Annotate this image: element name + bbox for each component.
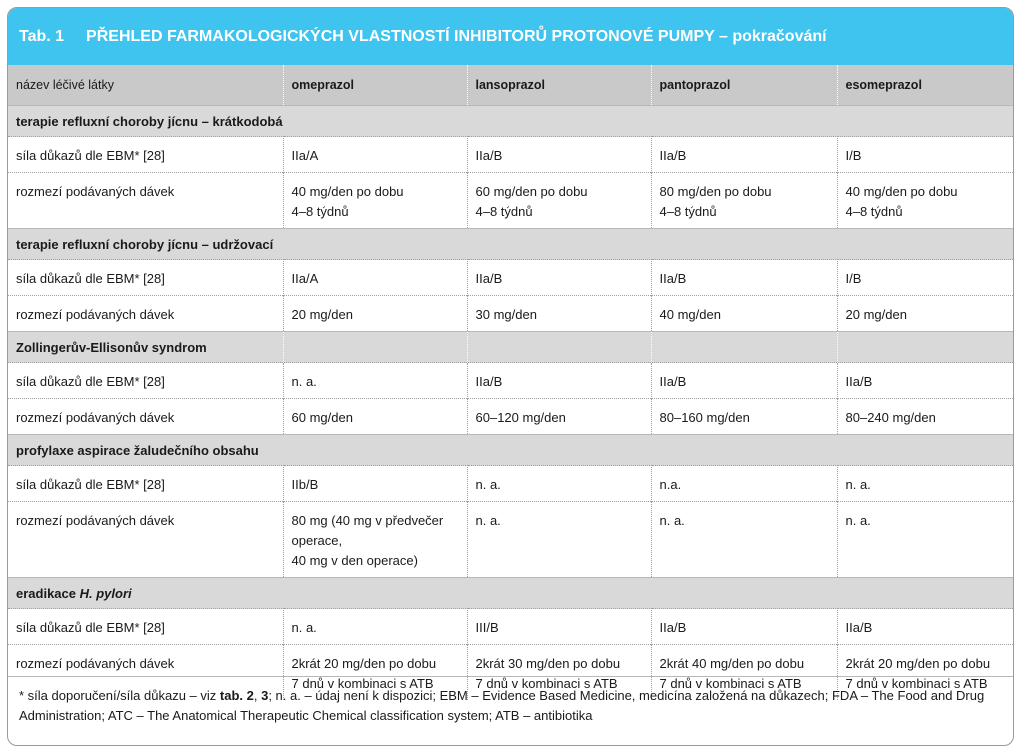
cell-line: 2krát 20 mg/den po dobu (845, 656, 991, 671)
cell-line: 4–8 týdnů (291, 204, 349, 219)
cell-line: IIa/B (475, 271, 503, 286)
row-label: rozmezí podávaných dávek (8, 296, 283, 332)
section-cell (837, 332, 1013, 363)
cell-line: 20 mg/den (845, 307, 907, 322)
table-cell (837, 466, 1013, 502)
row-label: síla důkazů dle EBM* [28] (8, 609, 283, 645)
section-heading-text: eradikace (16, 585, 80, 601)
footnote-ref: tab. 2 (219, 688, 254, 703)
table-cell (283, 502, 467, 578)
cell-line: 80–240 mg/den (845, 410, 936, 425)
cell-line: 40 mg v den operace) (291, 553, 418, 568)
cell-line: 60 mg/den (291, 410, 353, 425)
cell-line: IIa/B (475, 374, 503, 389)
cell-line: n. a. (291, 620, 317, 635)
table-cell (651, 173, 837, 229)
table-cell (651, 296, 837, 332)
table-cell (651, 260, 837, 296)
cell-line: 60–120 mg/den (475, 410, 566, 425)
cell-line: 20 mg/den (291, 307, 353, 322)
section-cell (283, 332, 467, 363)
table-cell (283, 466, 467, 502)
table-frame (7, 7, 1014, 746)
table-cell (283, 296, 467, 332)
cell-line: n. a. (475, 477, 501, 492)
table-cell (651, 502, 837, 578)
table-row (8, 296, 1013, 332)
cell-line: operace, (291, 533, 343, 548)
table-body (8, 106, 1013, 701)
cell-line: 40 mg/den po dobu (845, 184, 958, 199)
row-label: rozmezí podávaných dávek (8, 173, 283, 229)
table-cell (651, 466, 837, 502)
footnote-divider (8, 676, 1013, 677)
table-cell (283, 173, 467, 229)
table-cell (467, 466, 651, 502)
row-label: rozmezí podávaných dávek (8, 645, 283, 701)
cell-line: 2krát 20 mg/den po dobu (291, 656, 437, 671)
column-header-row (8, 65, 1013, 106)
table-cell (467, 173, 651, 229)
cell-line: 4–8 týdnů (475, 204, 533, 219)
footnote (19, 686, 1004, 726)
table-title (86, 28, 827, 46)
table-title-bar (8, 8, 1013, 65)
table-cell (651, 363, 837, 399)
cell-line: IIa/B (845, 374, 873, 389)
row-label: síla důkazů dle EBM* [28] (8, 466, 283, 502)
table-row (8, 173, 1013, 229)
table-cell (467, 609, 651, 645)
cell-line: IIa/B (659, 620, 687, 635)
table-cell (837, 502, 1013, 578)
footnote-text: , (253, 688, 262, 703)
cell-line: I/B (845, 148, 862, 163)
section-row (8, 578, 1013, 609)
cell-line: IIa/B (475, 148, 503, 163)
footnote-text: ; n. a. – údaj není k dispozici; EBM – Evidence Based Medicine, medicína založená na důkazech; FDA – The Food and Drug Administration; ATC – The Anatomical Therapeutic Chemical classification system; ATB – antibiotika (19, 688, 985, 723)
section-heading-text: terapie refluxní choroby jícnu – udržovací (16, 236, 274, 252)
row-label: síla důkazů dle EBM* [28] (8, 363, 283, 399)
table-cell (467, 260, 651, 296)
footnote-text: * síla doporučení/síla důkazu – viz (19, 688, 220, 703)
table-cell (837, 609, 1013, 645)
cell-line: n.a. (659, 477, 682, 492)
cell-line: 7 dnů v kombinaci s ATB (659, 676, 802, 691)
cell-line: 4–8 týdnů (845, 204, 903, 219)
table-row (8, 137, 1013, 173)
column-header: esomeprazol (837, 65, 1013, 106)
section-row (8, 106, 1013, 137)
column-header: název léčivé látky (8, 65, 283, 106)
table-row (8, 260, 1013, 296)
row-label: síla důkazů dle EBM* [28] (8, 260, 283, 296)
table-cell (837, 399, 1013, 435)
cell-line: 7 dnů v kombinaci s ATB (475, 676, 618, 691)
row-label: síla důkazů dle EBM* [28] (8, 137, 283, 173)
table-cell (283, 609, 467, 645)
table-cell (467, 363, 651, 399)
table-cell (467, 137, 651, 173)
cell-line: IIa/B (659, 374, 687, 389)
column-header: lansoprazol (467, 65, 651, 106)
cell-line: 2krát 40 mg/den po dobu (659, 656, 805, 671)
column-header: omeprazol (283, 65, 467, 106)
cell-line: IIa/A (291, 148, 319, 163)
cell-line: n. a. (845, 477, 871, 492)
cell-line: 80 mg/den po dobu (659, 184, 772, 199)
pharmacology-table (8, 65, 1013, 700)
column-header: pantoprazol (651, 65, 837, 106)
cell-line: 60 mg/den po dobu (475, 184, 588, 199)
table-cell (651, 399, 837, 435)
cell-line: 7 dnů v kombinaci s ATB (291, 676, 434, 691)
row-label: rozmezí podávaných dávek (8, 502, 283, 578)
table-cell (651, 137, 837, 173)
table-row (8, 399, 1013, 435)
section-row (8, 435, 1013, 466)
table-cell (467, 399, 651, 435)
cell-line: III/B (475, 620, 499, 635)
cell-line: n. a. (659, 513, 685, 528)
table-cell (467, 502, 651, 578)
cell-line: 40 mg/den (659, 307, 721, 322)
table-cell (837, 173, 1013, 229)
section-heading: Zollingerův-Ellisonův syndrom (8, 332, 283, 363)
cell-line: IIb/B (291, 477, 319, 492)
table-cell (283, 137, 467, 173)
cell-line: n. a. (845, 513, 871, 528)
table-cell (837, 296, 1013, 332)
section-heading (8, 578, 1013, 609)
table-title-text: PŘEHLED FARMAKOLOGICKÝCH VLASTNOSTÍ INHIBITORŮ PROTONOVÉ PUMPY (86, 27, 715, 45)
cell-line: 30 mg/den (475, 307, 537, 322)
section-heading-text: terapie refluxní choroby jícnu – krátkodobá (16, 113, 283, 129)
table-cell (837, 137, 1013, 173)
section-row (8, 332, 1013, 363)
table-row (8, 466, 1013, 502)
section-heading (8, 229, 1013, 260)
section-cell (651, 332, 837, 363)
table-row (8, 502, 1013, 578)
section-row (8, 229, 1013, 260)
footnote-ref: 3 (261, 688, 269, 703)
section-heading-italic: H. pylori (79, 585, 132, 601)
table-cell (837, 260, 1013, 296)
row-label: rozmezí podávaných dávek (8, 399, 283, 435)
section-heading (8, 106, 1013, 137)
cell-line: 2krát 30 mg/den po dobu (475, 656, 621, 671)
cell-line: 80–160 mg/den (659, 410, 750, 425)
table-cell (283, 260, 467, 296)
cell-line: IIa/A (291, 271, 319, 286)
table-cell (283, 363, 467, 399)
cell-line: IIa/B (659, 148, 687, 163)
cell-line: I/B (845, 271, 862, 286)
section-heading-text: profylaxe aspirace žaludečního obsahu (16, 442, 259, 458)
cell-line: IIa/B (659, 271, 687, 286)
section-heading (8, 435, 1013, 466)
table-cell (651, 609, 837, 645)
cell-line: IIa/B (845, 620, 873, 635)
table-number: Tab. 1 (19, 27, 65, 45)
cell-line: 80 mg (40 mg v předvečer (291, 513, 444, 528)
cell-line: 7 dnů v kombinaci s ATB (845, 676, 988, 691)
table-row (8, 363, 1013, 399)
table-cell (837, 363, 1013, 399)
cell-line: n. a. (475, 513, 501, 528)
cell-line: 40 mg/den po dobu (291, 184, 404, 199)
table-cell (283, 399, 467, 435)
section-cell (467, 332, 651, 363)
table-row (8, 609, 1013, 645)
table-title-suffix: – pokračování (714, 27, 827, 45)
table-cell (467, 296, 651, 332)
cell-line: n. a. (291, 374, 317, 389)
cell-line: 4–8 týdnů (659, 204, 717, 219)
